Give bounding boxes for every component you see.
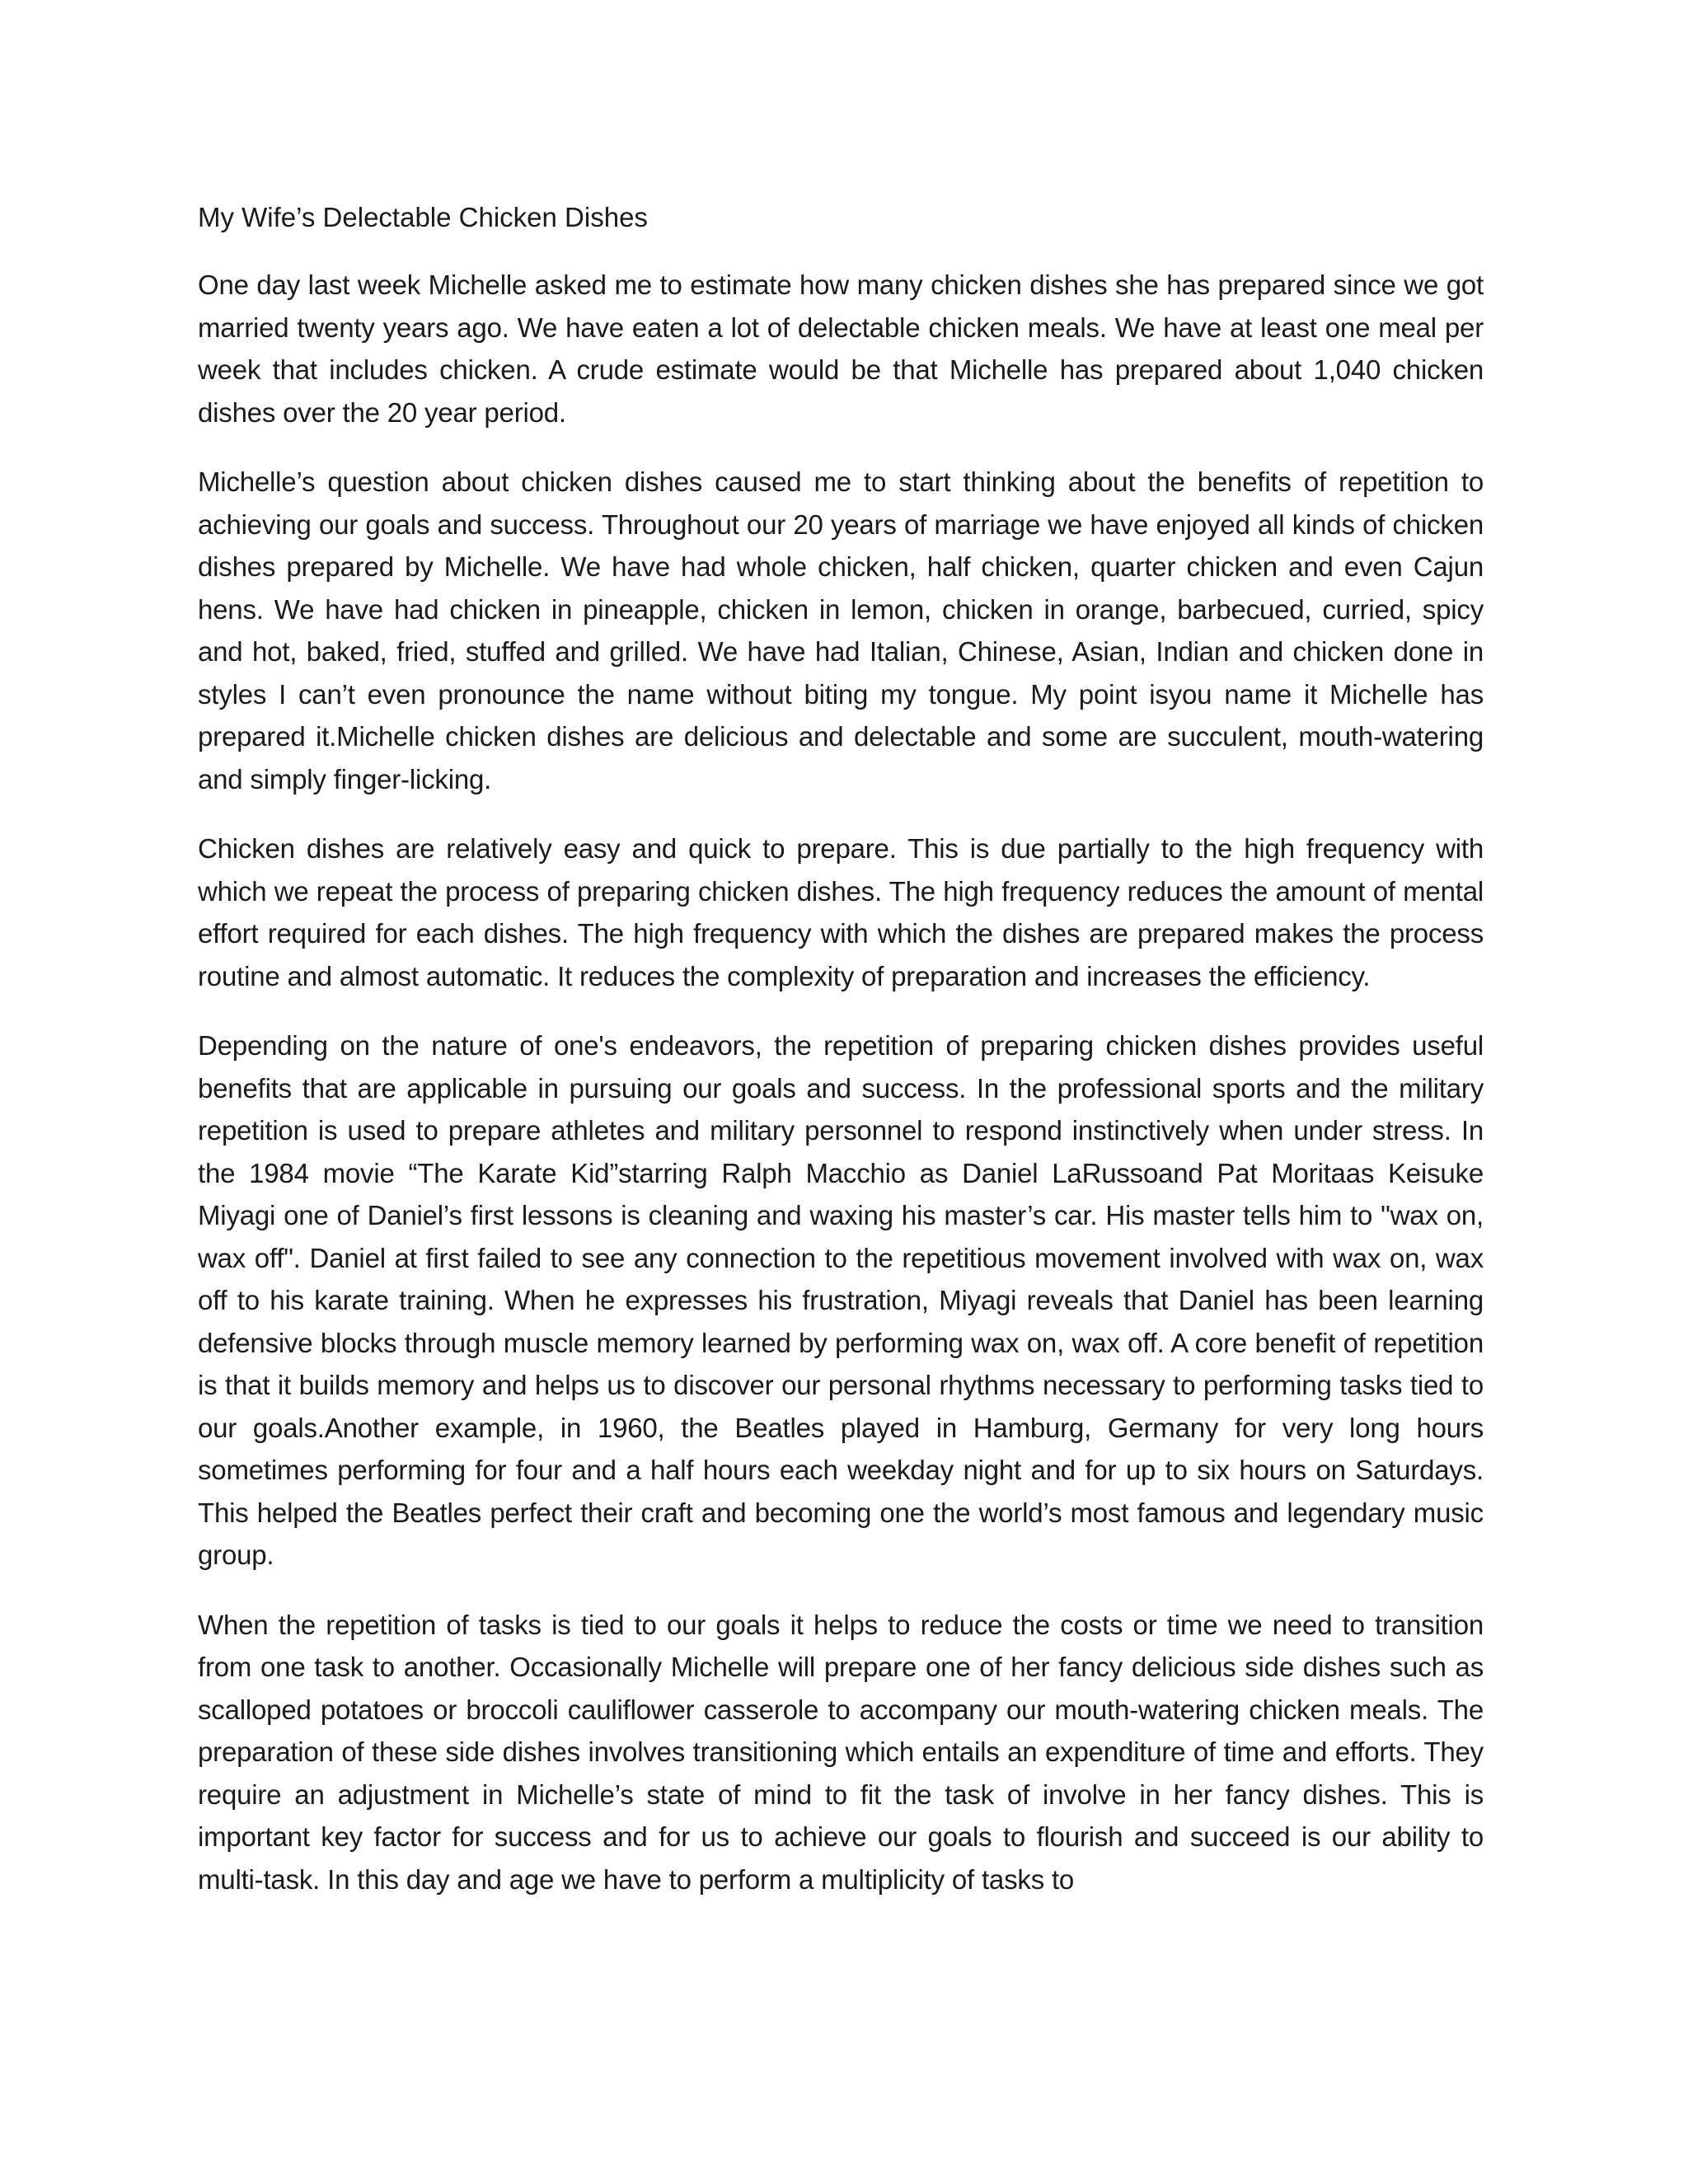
paragraph-2: Michelle’s question about chicken dishes caused me to start thinking about the benefits of repetition to achieving our goals and success. Throughout our 20 years of marriage we have enjoyed all kinds of chicken dishes prepared by Michelle. We have had whole chicken, half chicken, quarter chicken and even Cajun hens. We have had chicken in pineapple, chicken in lemon, chicken in orange, barbecued, curried, spicy and hot, baked, fried, stuffed and grilled. We have had Italian, Chinese, Asian, Indian and chicken done in styles I can’t even pronounce the name without biting my tongue. My point isyou name it Michelle has prepared it.Michelle chicken dishes are delicious and delectable and some are succulent, mouth-watering and simply finger-licking.: [198, 466, 1484, 794]
paragraph-4: Depending on the nature of one's endeavors, the repetition of preparing chicken dishes provides useful benefits that are applicable in pursuing our goals and success. In the professional sports and the military repetition is used to prepare athletes and military personnel to respond instinctively when under stress. In the 1984 movie “The Karate Kid”starring Ralph Macchio as Daniel LaRussoand Pat Moritaas Keisuke Miyagi one of Daniel’s first lessons is cleaning and waxing his master’s car. His master tells him to "wax on, wax off". Daniel at first failed to see any connection to the repetitious movement involved with wax on, wax off to his karate training. When he expresses his frustration, Miyagi reveals that Daniel has been learning defensive blocks through muscle memory learned by performing wax on, wax off. A core benefit of repetition is that it builds memory and helps us to discover our personal rhythms necessary to performing tasks tied to our goals.Another example, in 1960, the Beatles played in Hamburg, Germany for very long hours sometimes performing for four and a half hours each weekday night and for up to six hours on Saturdays. This helped the Beatles perfect their craft and becoming one the world’s most famous and legendary music group.: [198, 1030, 1484, 1570]
document-page: [198, 196, 1484, 1928]
paragraph-1: One day last week Michelle asked me to estimate how many chicken dishes she has prepared since we got married twenty years ago. We have eaten a lot of delectable chicken meals. We have at least one meal per week that includes chicken. A crude estimate would be that Michelle has prepared about 1,040 chicken dishes over the 20 year period.: [198, 269, 1484, 428]
document-title: My Wife’s Delectable Chicken Dishes: [198, 202, 648, 232]
paragraph-3: Chicken dishes are relatively easy and quick to prepare. This is due partially to the high frequency with which we repeat the process of preparing chicken dishes. The high frequency reduces the amount of mental effort required for each dishes. The high frequency with which the dishes are prepared makes the process routine and almost automatic. It reduces the complexity of preparation and increases the efficiency.: [198, 833, 1484, 991]
paragraph-5: When the repetition of tasks is tied to our goals it helps to reduce the costs or time we need to transition from one task to another. Occasionally Michelle will prepare one of her fancy delicious side dishes such as scalloped potatoes or broccoli cauliflower casserole to accompany our mouth-watering chicken meals. The preparation of these side dishes involves transitioning which entails an expenditure of time and efforts. They require an adjustment in Michelle’s state of mind to fit the task of involve in her fancy dishes. This is important key factor for success and for us to achieve our goals to flourish and succeed is our ability to multi-task. In this day and age we have to perform a multiplicity of tasks to: [198, 1609, 1484, 1895]
